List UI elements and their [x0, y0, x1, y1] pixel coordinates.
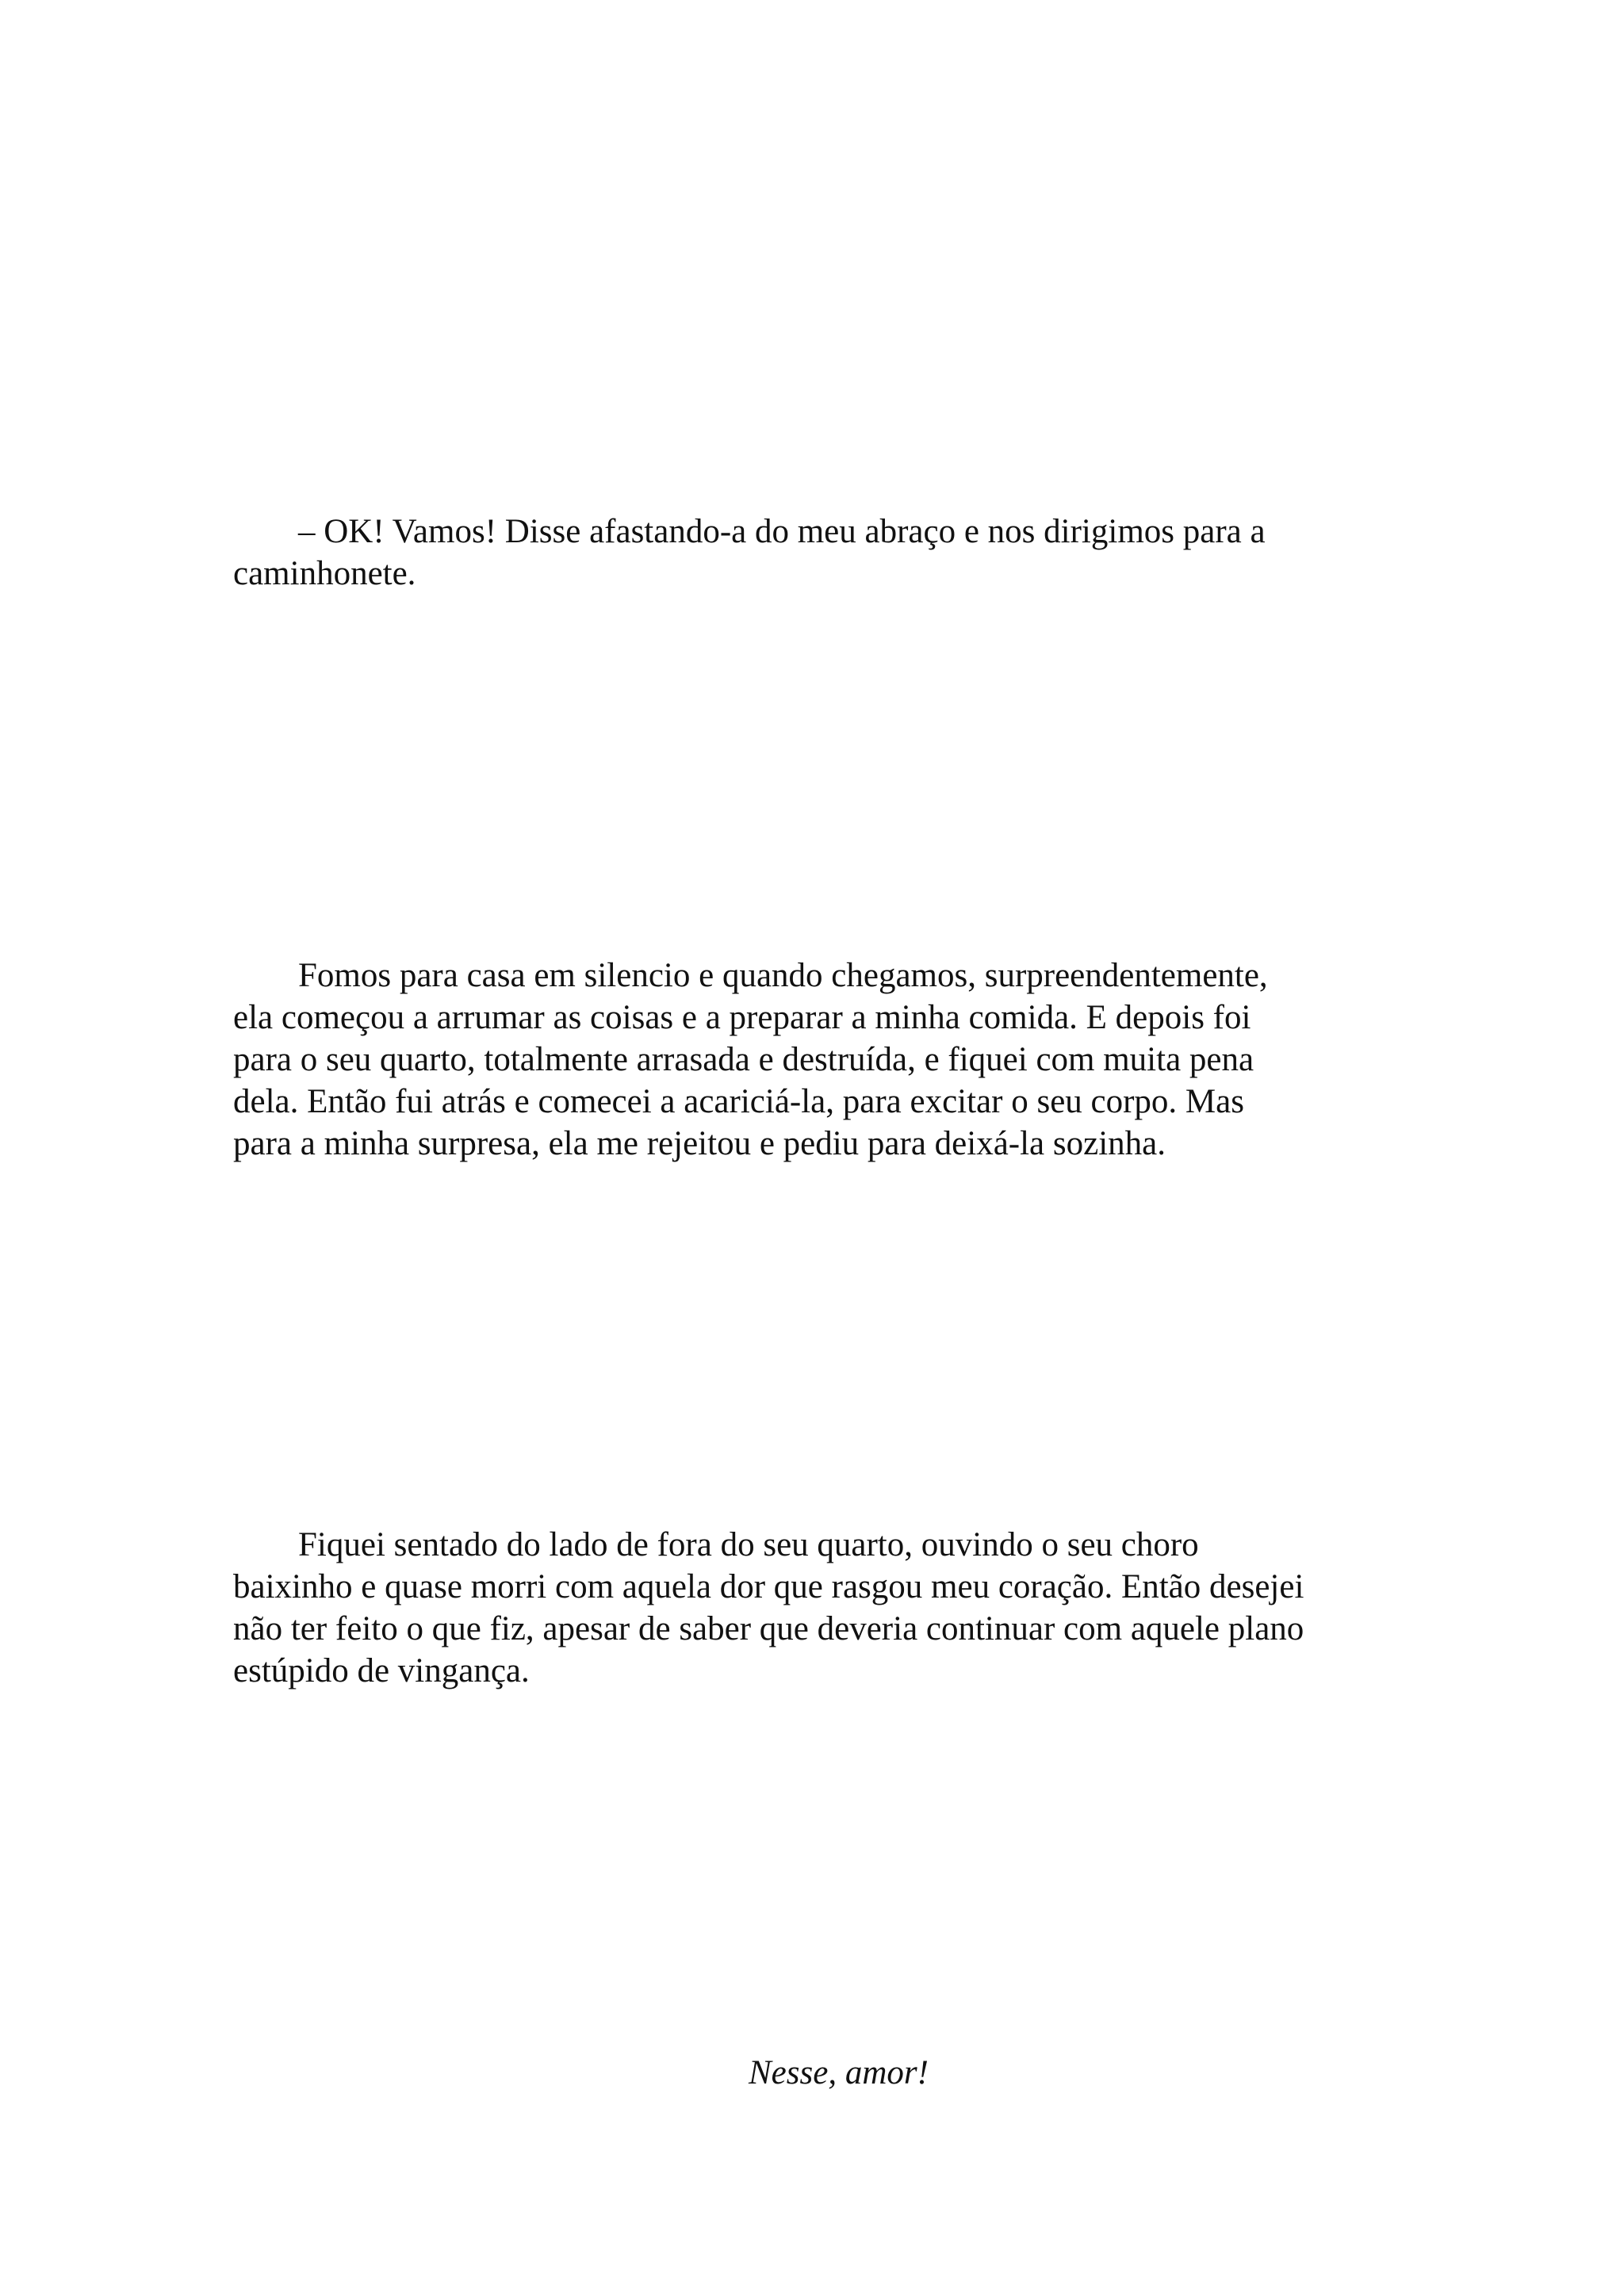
text-line: estúpido de vingança. [233, 1652, 530, 1689]
text-line: para o seu quarto, totalmente arrasada e destruída, e fiquei com muita pena [233, 1041, 1254, 1078]
page-footer-title: Nesse, amor! [749, 2054, 929, 2091]
text-line: para a minha surpresa, ela me rejeitou e pediu para deixá-la sozinha. [233, 1125, 1166, 1162]
paragraph-2 [233, 955, 1407, 1165]
text-line: – OK! Vamos! Disse afastando-a do meu abraço e nos dirigimos para a [298, 513, 1266, 550]
text-line: não ter feito o que fiz, apesar de saber que deveria continuar com aquele plano [233, 1610, 1304, 1647]
text-line: baixinho e quase morri com aquela dor que rasgou meu coração. Então desejei [233, 1568, 1304, 1605]
text-line: dela. Então fui atrás e comecei a acariciá-la, para excitar o seu corpo. Mas [233, 1083, 1244, 1120]
text-line: ela começou a arrumar as coisas e a preparar a minha comida. E depois foi [233, 999, 1251, 1036]
text-line: Fomos para casa em silencio e quando chegamos, surpreendentemente, [298, 957, 1268, 994]
text-line: caminhonete. [233, 555, 416, 592]
text-line: Fiquei sentado do lado de fora do seu quarto, ouvindo o seu choro [298, 1526, 1199, 1563]
paragraph-1 [233, 511, 1407, 595]
paragraph-3 [233, 1524, 1407, 1692]
